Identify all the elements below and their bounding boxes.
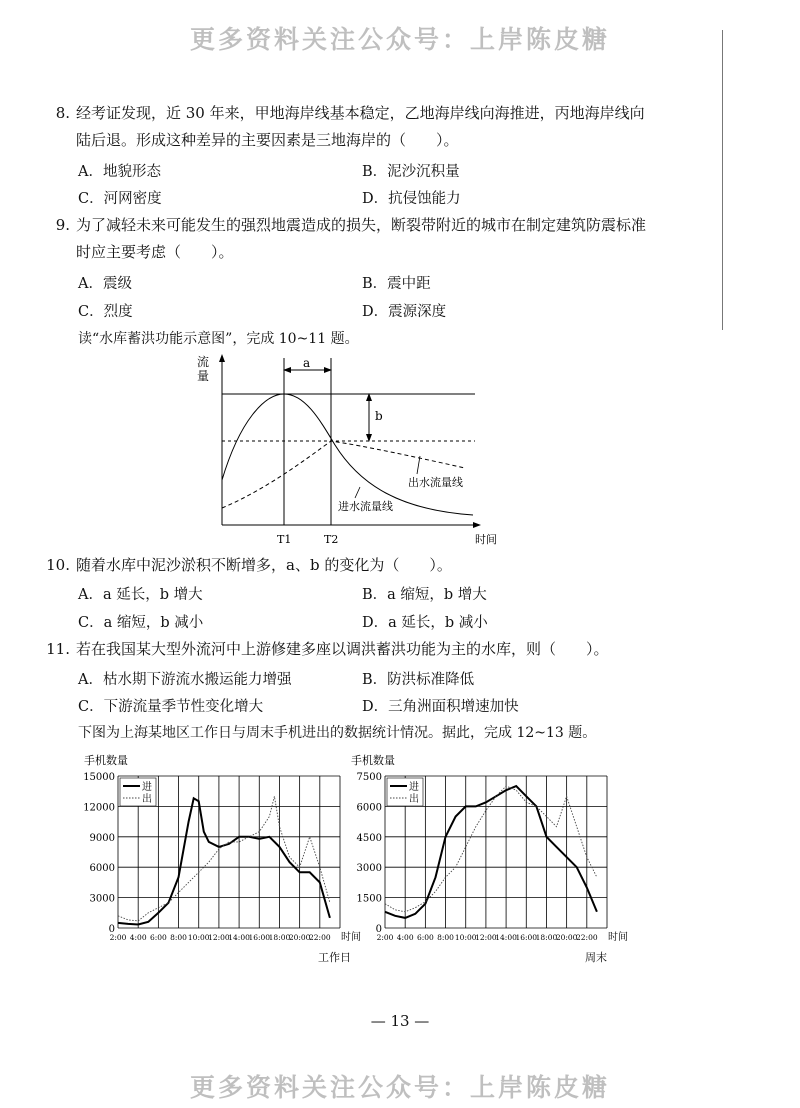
chart-xtick-label: 12:00	[208, 933, 230, 942]
chart-ytick-label: 1500	[356, 893, 382, 905]
diagram-xlabel: 时间	[475, 533, 497, 546]
chart-xtick-label: 16:00	[515, 933, 538, 942]
question-8	[40, 100, 645, 154]
chart-xtick-label: 10:00	[454, 933, 477, 942]
chart-xtick-label: 6:00	[416, 933, 434, 942]
question-text: 若在我国某大型外流河中上游修建多座以调洪蓄洪功能为主的水库，则（ ）。	[76, 640, 609, 658]
chart-ytick-label: 7500	[356, 772, 382, 783]
chart-xlabel: 时间	[608, 932, 628, 943]
chart-xtick-label: 12:00	[475, 933, 497, 942]
outflow-label: 出水流量线	[408, 476, 463, 489]
intro-12-13: 下图为上海某地区工作日与周末手机进出的数据统计情况。据此，完成 12~13 题。	[78, 725, 597, 741]
question-text: 为了减轻未来可能发生的强烈地震造成的损失，断裂带附近的城市在制定建筑防震标准	[76, 216, 647, 234]
chart-xtick-label: 14:00	[228, 933, 250, 942]
reservoir-diagram	[195, 350, 515, 555]
chart-ytick-label: 4500	[356, 832, 382, 844]
question-number: 11.	[46, 640, 70, 658]
chart-ylabel: 手机数量	[351, 754, 395, 767]
b-label: b	[375, 409, 383, 423]
question-number: 8.	[55, 104, 70, 122]
q10-option-a[interactable]: A．a 延长，b 增大	[78, 587, 203, 603]
legend-in-label: 进	[142, 782, 152, 793]
watermark-bottom: 更多资料关注公众号：上岸陈皮糖	[189, 1073, 610, 1102]
intro-10-11: 读“水库蓄洪功能示意图”，完成 10~11 题。	[78, 331, 359, 347]
chart-xtick-label: 10:00	[187, 933, 210, 942]
question-number: 10.	[46, 556, 70, 574]
legend-out-label: 出	[142, 794, 152, 805]
diagram-ylabel-2: 量	[197, 369, 210, 383]
chart-xtick-label: 22:00	[576, 933, 598, 942]
chart-xtick-label: 4:00	[129, 933, 147, 942]
chart-xtick-label: 18:00	[268, 933, 291, 942]
question-9	[40, 212, 646, 266]
inflow-curve	[222, 394, 473, 515]
chart-ytick-label: 6000	[89, 863, 115, 875]
q8-option-b[interactable]: B．泥沙沉积量	[362, 164, 460, 180]
chart-ytick-label: 9000	[89, 832, 115, 844]
weekend-phone-chart	[345, 748, 628, 973]
inflow-label: 进水流量线	[338, 500, 393, 513]
chart-ylabel: 手机数量	[84, 754, 128, 767]
q9-option-a[interactable]: A．震级	[78, 276, 132, 292]
chart-ytick-label: 0	[375, 924, 382, 935]
q8-option-a[interactable]: A．地貌形态	[78, 164, 161, 180]
chart-xtick-label: 20:00	[555, 933, 578, 942]
q9-option-d[interactable]: D．震源深度	[362, 304, 447, 320]
q11-option-c[interactable]: C．下游流量季节性变化增大	[78, 699, 264, 715]
chart-xtick-label: 2:00	[109, 933, 127, 942]
chart-ytick-label: 12000	[83, 802, 115, 814]
chart-title: 工作日	[318, 951, 351, 964]
q9-option-c[interactable]: C．烈度	[78, 304, 133, 320]
legend-in-label: 进	[409, 782, 419, 793]
question-text-cont: 时应主要考虑（ ）。	[76, 243, 234, 261]
page-number: — 13 —	[370, 1012, 430, 1030]
chart-xtick-label: 16:00	[248, 933, 271, 942]
chart-ytick-label: 6000	[356, 802, 382, 814]
series-in-line	[118, 798, 330, 924]
question-text: 经考证发现，近 30 年来，甲地海岸线基本稳定，乙地海岸线向海推进，丙地海岸线向	[76, 104, 645, 122]
chart-xtick-label: 20:00	[288, 933, 311, 942]
question-number: 9.	[55, 216, 70, 234]
chart-ytick-label: 3000	[356, 863, 382, 875]
q10-option-b[interactable]: B．a 缩短，b 增大	[362, 587, 487, 603]
scan-edge-line	[722, 30, 723, 330]
diagram-ylabel-1: 流	[197, 355, 210, 369]
q8-option-c[interactable]: C．河网密度	[78, 191, 162, 207]
weekday-phone-chart	[78, 748, 361, 973]
chart-xtick-label: 2:00	[376, 933, 394, 942]
chart-ytick-label: 15000	[83, 772, 115, 783]
chart-xtick-label: 18:00	[535, 933, 558, 942]
question-10	[40, 552, 452, 579]
chart-xlabel: 时间	[341, 932, 361, 943]
chart-title: 周末	[585, 951, 607, 964]
series-out-line	[118, 796, 330, 921]
q11-option-d[interactable]: D．三角洲面积增速加快	[362, 699, 519, 715]
chart-xtick-label: 4:00	[396, 933, 414, 942]
question-text-cont: 陆后退。形成这种差异的主要因素是三地海岸的（ ）。	[76, 131, 459, 149]
inflow-pointer	[355, 487, 360, 498]
chart-xtick-label: 22:00	[309, 933, 331, 942]
outflow-curve	[222, 441, 465, 508]
chart-xtick-label: 8:00	[170, 933, 187, 942]
chart-ytick-label: 3000	[89, 893, 115, 905]
q11-option-b[interactable]: B．防洪标准降低	[362, 672, 475, 688]
chart-xtick-label: 8:00	[437, 933, 454, 942]
q10-option-c[interactable]: C．a 缩短，b 减小	[78, 615, 204, 631]
legend-out-label: 出	[409, 794, 419, 805]
chart-ytick-label: 0	[108, 924, 115, 935]
outflow-pointer	[417, 456, 420, 474]
a-label: a	[303, 356, 311, 370]
question-11	[40, 636, 609, 663]
q9-option-b[interactable]: B．震中距	[362, 276, 431, 292]
watermark-top: 更多资料关注公众号：上岸陈皮糖	[189, 25, 610, 54]
chart-xtick-label: 6:00	[149, 933, 167, 942]
q11-option-a[interactable]: A．枯水期下游流水搬运能力增强	[78, 672, 292, 688]
t1-label: T1	[277, 533, 292, 546]
t2-label: T2	[324, 533, 339, 546]
chart-xtick-label: 14:00	[495, 933, 517, 942]
q10-option-d[interactable]: D．a 延长，b 减小	[362, 615, 488, 631]
q8-option-d[interactable]: D．抗侵蚀能力	[362, 191, 461, 207]
question-text: 随着水库中泥沙淤积不断增多，a、b 的变化为（ ）。	[76, 556, 452, 574]
